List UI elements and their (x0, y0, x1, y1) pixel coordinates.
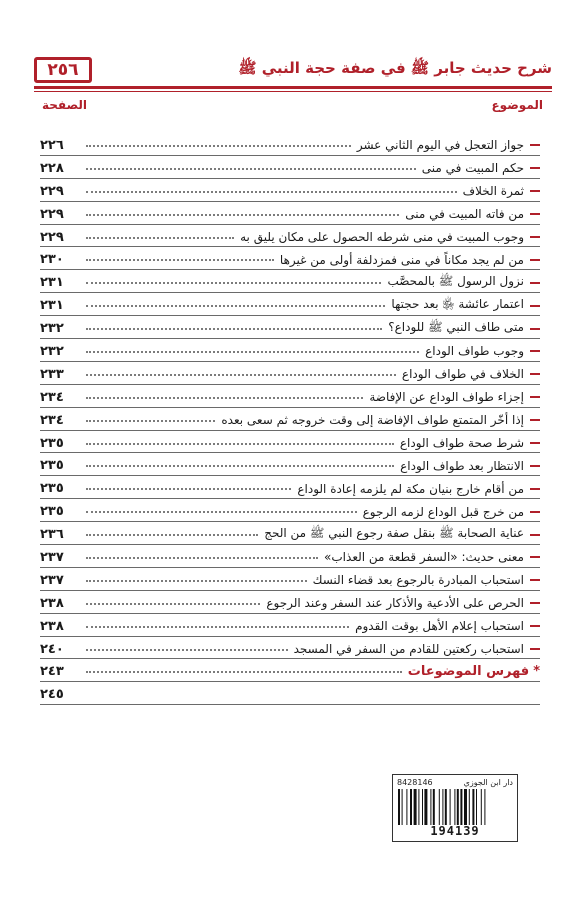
toc-entry-page: ٢٣٤ (40, 412, 64, 428)
toc-entry-title: حكم المبيت في منى (421, 161, 524, 176)
toc-entry-page: ٢٣٧ (40, 549, 64, 565)
toc-entry (40, 454, 540, 477)
dash-bullet-icon (530, 625, 540, 627)
toc-entry-page: ٢٣٤ (40, 389, 64, 405)
toc-entry (40, 592, 540, 615)
toc-entry (40, 660, 540, 683)
dash-bullet-icon (530, 350, 540, 352)
toc-entry (40, 317, 540, 340)
leader-dots (86, 236, 234, 239)
toc-entry-page: ٢٣٥ (40, 504, 64, 520)
leader-dots (86, 648, 288, 651)
dash-bullet-icon (530, 465, 540, 467)
leader-dots (86, 442, 394, 445)
leader-dots (86, 556, 318, 559)
barcode-publisher: دار ابن الجوزي (463, 778, 513, 787)
toc-entry (40, 523, 540, 546)
dash-bullet-icon (530, 419, 540, 421)
toc-entry-page: ٢٣٣ (40, 366, 64, 382)
toc-entry (40, 203, 540, 226)
star-bullet-icon: * (533, 664, 540, 680)
toc-entry-title: استحباب ركعتين للقادم من السفر في المسجد (293, 642, 524, 657)
toc-entry (40, 271, 540, 294)
toc-entry-title: الحرص على الأدعية والأذكار عند السفر وعند الرجوع (266, 596, 524, 611)
dash-bullet-icon (530, 144, 540, 146)
toc-entry (40, 157, 540, 180)
toc-entry (40, 248, 540, 271)
barcode-number: 194139 (430, 824, 480, 838)
toc-entry-title: وجوب طواف الوداع (425, 344, 524, 359)
barcode-label (392, 774, 518, 842)
toc-entry-title: شرط صحة طواف الوداع (399, 436, 524, 451)
leader-dots (86, 144, 351, 147)
leader-dots (86, 487, 291, 490)
toc-entry-title: استحباب المبادرة بالرجوع بعد قضاء النسك (312, 573, 524, 588)
running-title: شرح حديث جابر ﷺ في صفة حجة النبي ﷺ (238, 59, 552, 77)
toc-entry-title: ثمرة الخلاف (462, 184, 524, 199)
header-rule-thick (34, 86, 552, 89)
leader-dots (86, 670, 402, 673)
toc-entry (40, 500, 540, 523)
dash-bullet-icon (530, 305, 540, 307)
toc-entry-title: إجزاء طواف الوداع عن الإفاضة (369, 390, 524, 405)
toc-entry-page: ٢٢٦ (40, 137, 64, 153)
leader-dots (86, 579, 307, 582)
dash-bullet-icon (530, 556, 540, 558)
toc-entry-title: استحباب إعلام الأهل بوقت القدوم (355, 619, 524, 634)
toc-entry-title: من فاته المبيت في منى (405, 207, 524, 222)
leader-dots (86, 602, 260, 605)
toc-entry-page: ٢٣٠ (40, 252, 64, 268)
dash-bullet-icon (530, 236, 540, 238)
toc-entry (40, 477, 540, 500)
toc-entry-page: ٢٣٥ (40, 481, 64, 497)
leader-dots (86, 190, 457, 193)
leader-dots (86, 373, 396, 376)
toc-entry (40, 683, 540, 706)
dash-bullet-icon (530, 328, 540, 330)
toc-entry-page: ٢٣٥ (40, 458, 64, 474)
leader-dots (86, 350, 419, 353)
toc-entry-title: وجوب المبيت في منى شرطه الحصول على مكان يليق به (240, 230, 524, 244)
toc-entry (40, 638, 540, 661)
dash-bullet-icon (530, 442, 540, 444)
leader-dots (86, 304, 385, 307)
toc-entry-title: عناية الصحابة ﷺ بنقل صفة رجوع النبي ﷺ من الحج (264, 526, 524, 541)
dash-bullet-icon (530, 602, 540, 604)
toc-entry-title: نزول الرسول ﷺ بالمحصَّب (387, 274, 524, 289)
toc-entry-title: الخلاف في طواف الوداع (401, 367, 524, 382)
toc-entry (40, 546, 540, 569)
toc-entry-page: ٢٣٨ (40, 618, 64, 634)
toc-entry-page: ٢٣٧ (40, 572, 64, 588)
dash-bullet-icon (530, 648, 540, 650)
toc-entry (40, 615, 540, 638)
toc-entry (40, 569, 540, 592)
dash-bullet-icon (530, 579, 540, 581)
dash-bullet-icon (530, 534, 540, 536)
toc-entry-page: ٢٣٦ (40, 527, 64, 543)
barcode-code: 8428146 (397, 778, 433, 787)
toc-entry-page: ٢٣٢ (40, 343, 64, 359)
leader-dots (86, 258, 274, 261)
toc-entry-page: ٢٤٣ (40, 664, 64, 680)
toc-entry (40, 134, 540, 157)
toc-entry-title: من لم يجد مكاناً في منى فمزدلفة أولى من غيرها (279, 252, 524, 267)
page-number: ٢٥٦ (47, 60, 79, 80)
leader-dots (86, 167, 416, 170)
toc-entry (40, 294, 540, 317)
leader-dots (86, 213, 399, 216)
toc-entry (40, 386, 540, 409)
dash-bullet-icon (530, 213, 540, 215)
toc-entry-title: الانتظار بعد طواف الوداع (400, 458, 524, 473)
leader-dots (86, 510, 357, 513)
toc-entry-page: ٢٣١ (40, 275, 64, 291)
toc-entry-title: جواز التعجل في اليوم الثاني عشر (356, 138, 524, 153)
toc-entry-page: ٢٤٠ (40, 641, 64, 657)
page-column-label: الصفحة (42, 98, 88, 112)
dash-bullet-icon (530, 167, 540, 169)
toc-entry-page: ٢٢٩ (40, 183, 64, 199)
toc-entry-page: ٢٢٨ (40, 160, 64, 176)
barcode-bars-icon (398, 789, 512, 825)
leader-dots (86, 419, 215, 422)
toc-entry-page: ٢٢٩ (40, 229, 64, 245)
toc-entry-title: معنى حديث: «السفر قطعة من العذاب» (324, 550, 524, 565)
leader-dots (86, 533, 258, 536)
dash-bullet-icon (530, 190, 540, 192)
toc-entry (40, 409, 540, 432)
toc-entry-title: من خرج قبل الوداع لزمه الرجوع (362, 504, 524, 519)
dash-bullet-icon (530, 396, 540, 398)
subject-column-label: الموضوع (491, 98, 543, 112)
toc-entry-page: ٢٢٩ (40, 206, 64, 222)
leader-dots (86, 281, 381, 284)
dash-bullet-icon (530, 259, 540, 261)
toc-entry (40, 363, 540, 386)
toc-entry-page: ٢٤٥ (40, 687, 64, 703)
toc-entry (40, 226, 540, 249)
toc-entry-page: ٢٣١ (40, 298, 64, 314)
toc-entry-title: متى طاف النبي ﷺ للوداع؟ (388, 320, 524, 335)
dash-bullet-icon (530, 373, 540, 375)
toc-entry-page: ٢٣٨ (40, 595, 64, 611)
toc-entry-title: اعتمار عائشة ﵂ بعد حجتها (391, 297, 524, 312)
toc-entry-page: ٢٣٢ (40, 321, 64, 337)
toc-entry-page: ٢٣٥ (40, 435, 64, 451)
dash-bullet-icon (530, 282, 540, 284)
toc-entry (40, 180, 540, 203)
page-number-box (34, 57, 92, 83)
dash-bullet-icon (530, 511, 540, 513)
toc-entry-title: إذا أخّر المتمتع طواف الإفاضة إلى وقت خروجه ثم سعى بعده (221, 413, 524, 428)
leader-dots (86, 464, 394, 467)
header-rule-thin (34, 91, 552, 92)
leader-dots (86, 625, 349, 628)
toc-entry (40, 432, 540, 455)
table-of-contents (40, 134, 540, 706)
toc-entry (40, 340, 540, 363)
leader-dots (86, 396, 363, 399)
dash-bullet-icon (530, 488, 540, 490)
toc-entry-title: فهرس الموضوعات (407, 664, 530, 680)
toc-entry-title: من أقام خارج بنيان مكة لم يلزمه إعادة الوداع (297, 481, 524, 496)
leader-dots (86, 327, 382, 330)
